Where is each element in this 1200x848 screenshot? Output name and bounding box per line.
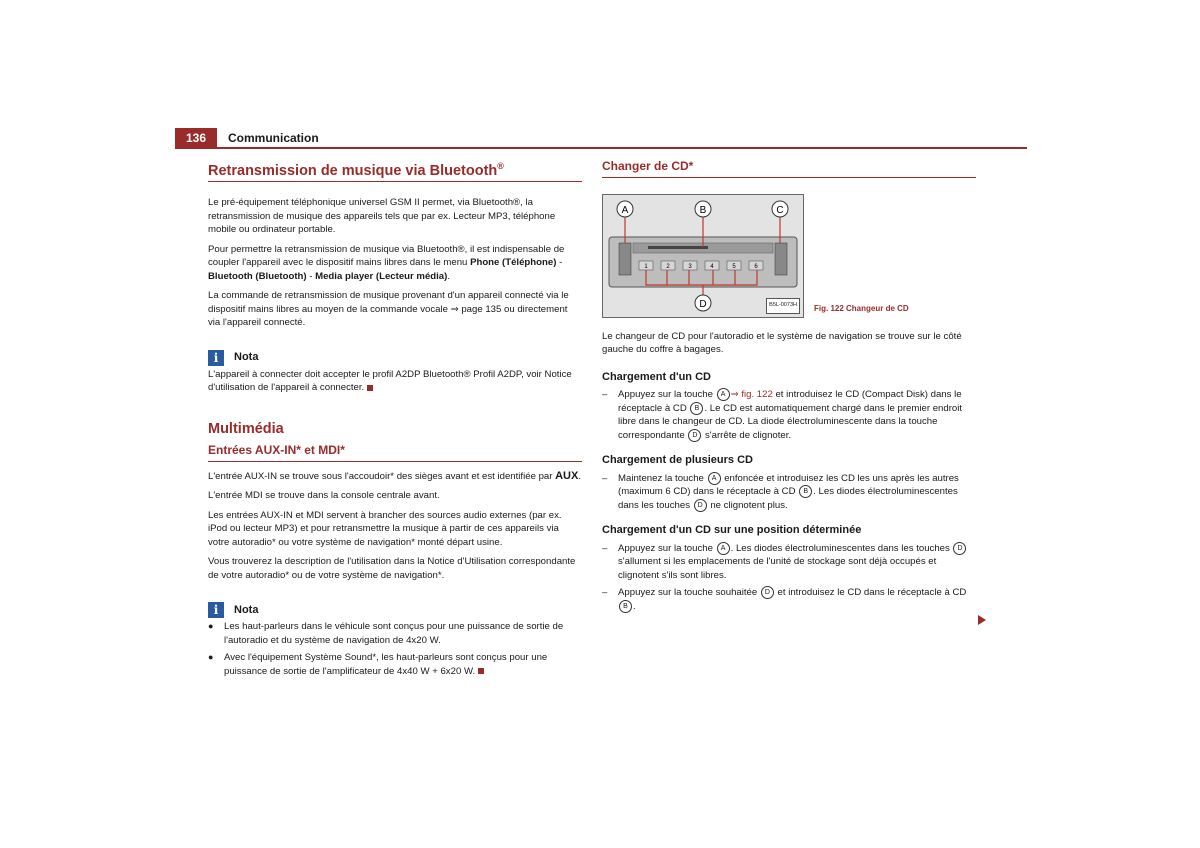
- note-2-title: Nota: [234, 603, 259, 616]
- loading-one-heading: Chargement d'un CD: [602, 370, 711, 383]
- figure-122: [602, 194, 976, 318]
- fig-122-link[interactable]: ⇒ fig. 122: [730, 389, 773, 401]
- cd-changer-illustration: [602, 194, 804, 318]
- cd-changer-heading: Changer de CD*: [602, 160, 976, 178]
- loading-multiple-heading: Chargement de plusieurs CD: [602, 454, 753, 467]
- figure-caption: Fig. 122 Changeur de CD: [814, 304, 909, 313]
- note-1-text: L'appareil à connecter doit accepter le profil A2DP Bluetooth® Profil A2DP, voir Notice d'utilisation de l'appareil à connecter.: [208, 368, 572, 394]
- continue-arrow-icon: [978, 615, 986, 625]
- preset-button-label: 6: [754, 263, 758, 270]
- bluetooth-paragraph-2: Pour permettre la retransmission de musique via Bluetooth®, il est indispensable de coupler l'appareil avec le dispositif mains libres dans le menu Phone (Téléphone) - Bluetooth (Bluetooth) - Media player (Lecteur média).: [208, 243, 565, 282]
- right-column: [602, 160, 976, 617]
- bluetooth-heading: Retransmission de musique via Bluetooth®: [208, 160, 582, 182]
- callout-a: A: [621, 204, 629, 216]
- callout-b: B: [699, 204, 707, 216]
- bluetooth-paragraph-1: Le pré-équipement téléphonique universel GSM II permet, via Bluetooth®, la retransmission de musique des appareils tels que par ex. Lecteur MP3, téléphone mobile ou ordinateur portable.: [208, 197, 556, 236]
- preset-button-label: 3: [688, 263, 692, 270]
- info-icon: i: [208, 602, 224, 618]
- end-mark-icon: [478, 668, 484, 674]
- step-2: – Maintenez la touche A enfoncée et introduisez les CD les uns après les autres (maximum 6 CD) dans le réceptacle à CD B . Les diodes électroluminescentes dans les touches D ne clignotent plus.: [602, 472, 959, 511]
- loading-position-heading: Chargement d'un CD sur une position déterminée: [602, 524, 862, 537]
- note-1-title: Nota: [234, 351, 259, 364]
- note-2-bullet-2: ● Avec l'équipement Système Sound*, les haut-parleurs sont conçus pour une puissance de sortie de l'amplificateur de 4x40 W + 6x20 W.: [208, 652, 548, 677]
- aux-symbol: AUX: [555, 469, 579, 482]
- aux-heading: Entrées AUX-IN* et MDI*: [208, 444, 582, 462]
- step-3: – Appuyez sur la touche A . Les diodes électroluminescentes dans les touches D s'allument si les emplacements de l'unité de stockage sont déjà occupés et clignotent s'ils sont libres.: [602, 542, 976, 583]
- info-icon: i: [208, 350, 224, 366]
- aux-paragraph-3: Les entrées AUX-IN et MDI servent à brancher des sources audio externes (par ex. iPod ou lecteur MP3) et pour retransmettre la musique à partir de ces appareils via votre autoradio* ou votre système de navigation* monté départ usine.: [208, 509, 562, 548]
- callout-c: C: [776, 204, 784, 216]
- left-column: [208, 160, 582, 682]
- callout-d: D: [699, 298, 707, 310]
- note-2-header: [208, 602, 582, 618]
- page-number: 136: [175, 128, 217, 149]
- preset-button-label: 4: [710, 263, 714, 270]
- aux-paragraph-2: L'entrée MDI se trouve dans la console centrale avant.: [208, 490, 440, 502]
- preset-button-label: 5: [732, 263, 736, 270]
- header-rule: [217, 147, 1027, 149]
- cd-intro: Le changeur de CD pour l'autoradio et le système de navigation se trouve sur le côté gauche du coffre à bagages.: [602, 330, 962, 355]
- note-1-header: [208, 350, 582, 366]
- end-mark-icon: [367, 385, 373, 391]
- bluetooth-paragraph-3: La commande de retransmission de musique provenant d'un appareil connecté via le dispositif mains libres au moyen de la commande vocale ⇒ page 135 ou directement via l'appareil connecté.: [208, 290, 569, 329]
- figure-code: B5L-0073H: [766, 298, 800, 314]
- step-1: – Appuyez sur la touche A ⇒ fig. 122 et introduisez le CD (Compact Disk) dans le réceptacle à CD B . Le CD est automatiquement chargé dans le premier endroit libre dans le changeur de CD. La diode électroluminescente dans la touche correspondante D s'arrête de clignoter.: [602, 389, 963, 441]
- preset-button-label: 2: [666, 263, 670, 270]
- preset-button-label: 1: [644, 263, 648, 270]
- aux-paragraph-1: L'entrée AUX-IN se trouve sous l'accoudoir* des sièges avant et est identifiée par AUX.: [208, 469, 582, 482]
- aux-paragraph-4: Vous trouverez la description de l'utilisation dans la Notice d'Utilisation correspondante de votre autoradio* ou de votre système de navigation*.: [208, 556, 576, 581]
- note-2-bullet-1: ● Les haut-parleurs dans le véhicule sont conçus pour une puissance de sortie de l'autoradio et du système de navigation de 4x20 W.: [208, 621, 564, 646]
- chapter-title: Communication: [228, 131, 319, 145]
- step-4: – Appuyez sur la touche souhaitée D et introduisez le CD dans le réceptacle à CD B .: [602, 587, 967, 612]
- multimedia-heading: Multimédia: [208, 420, 284, 437]
